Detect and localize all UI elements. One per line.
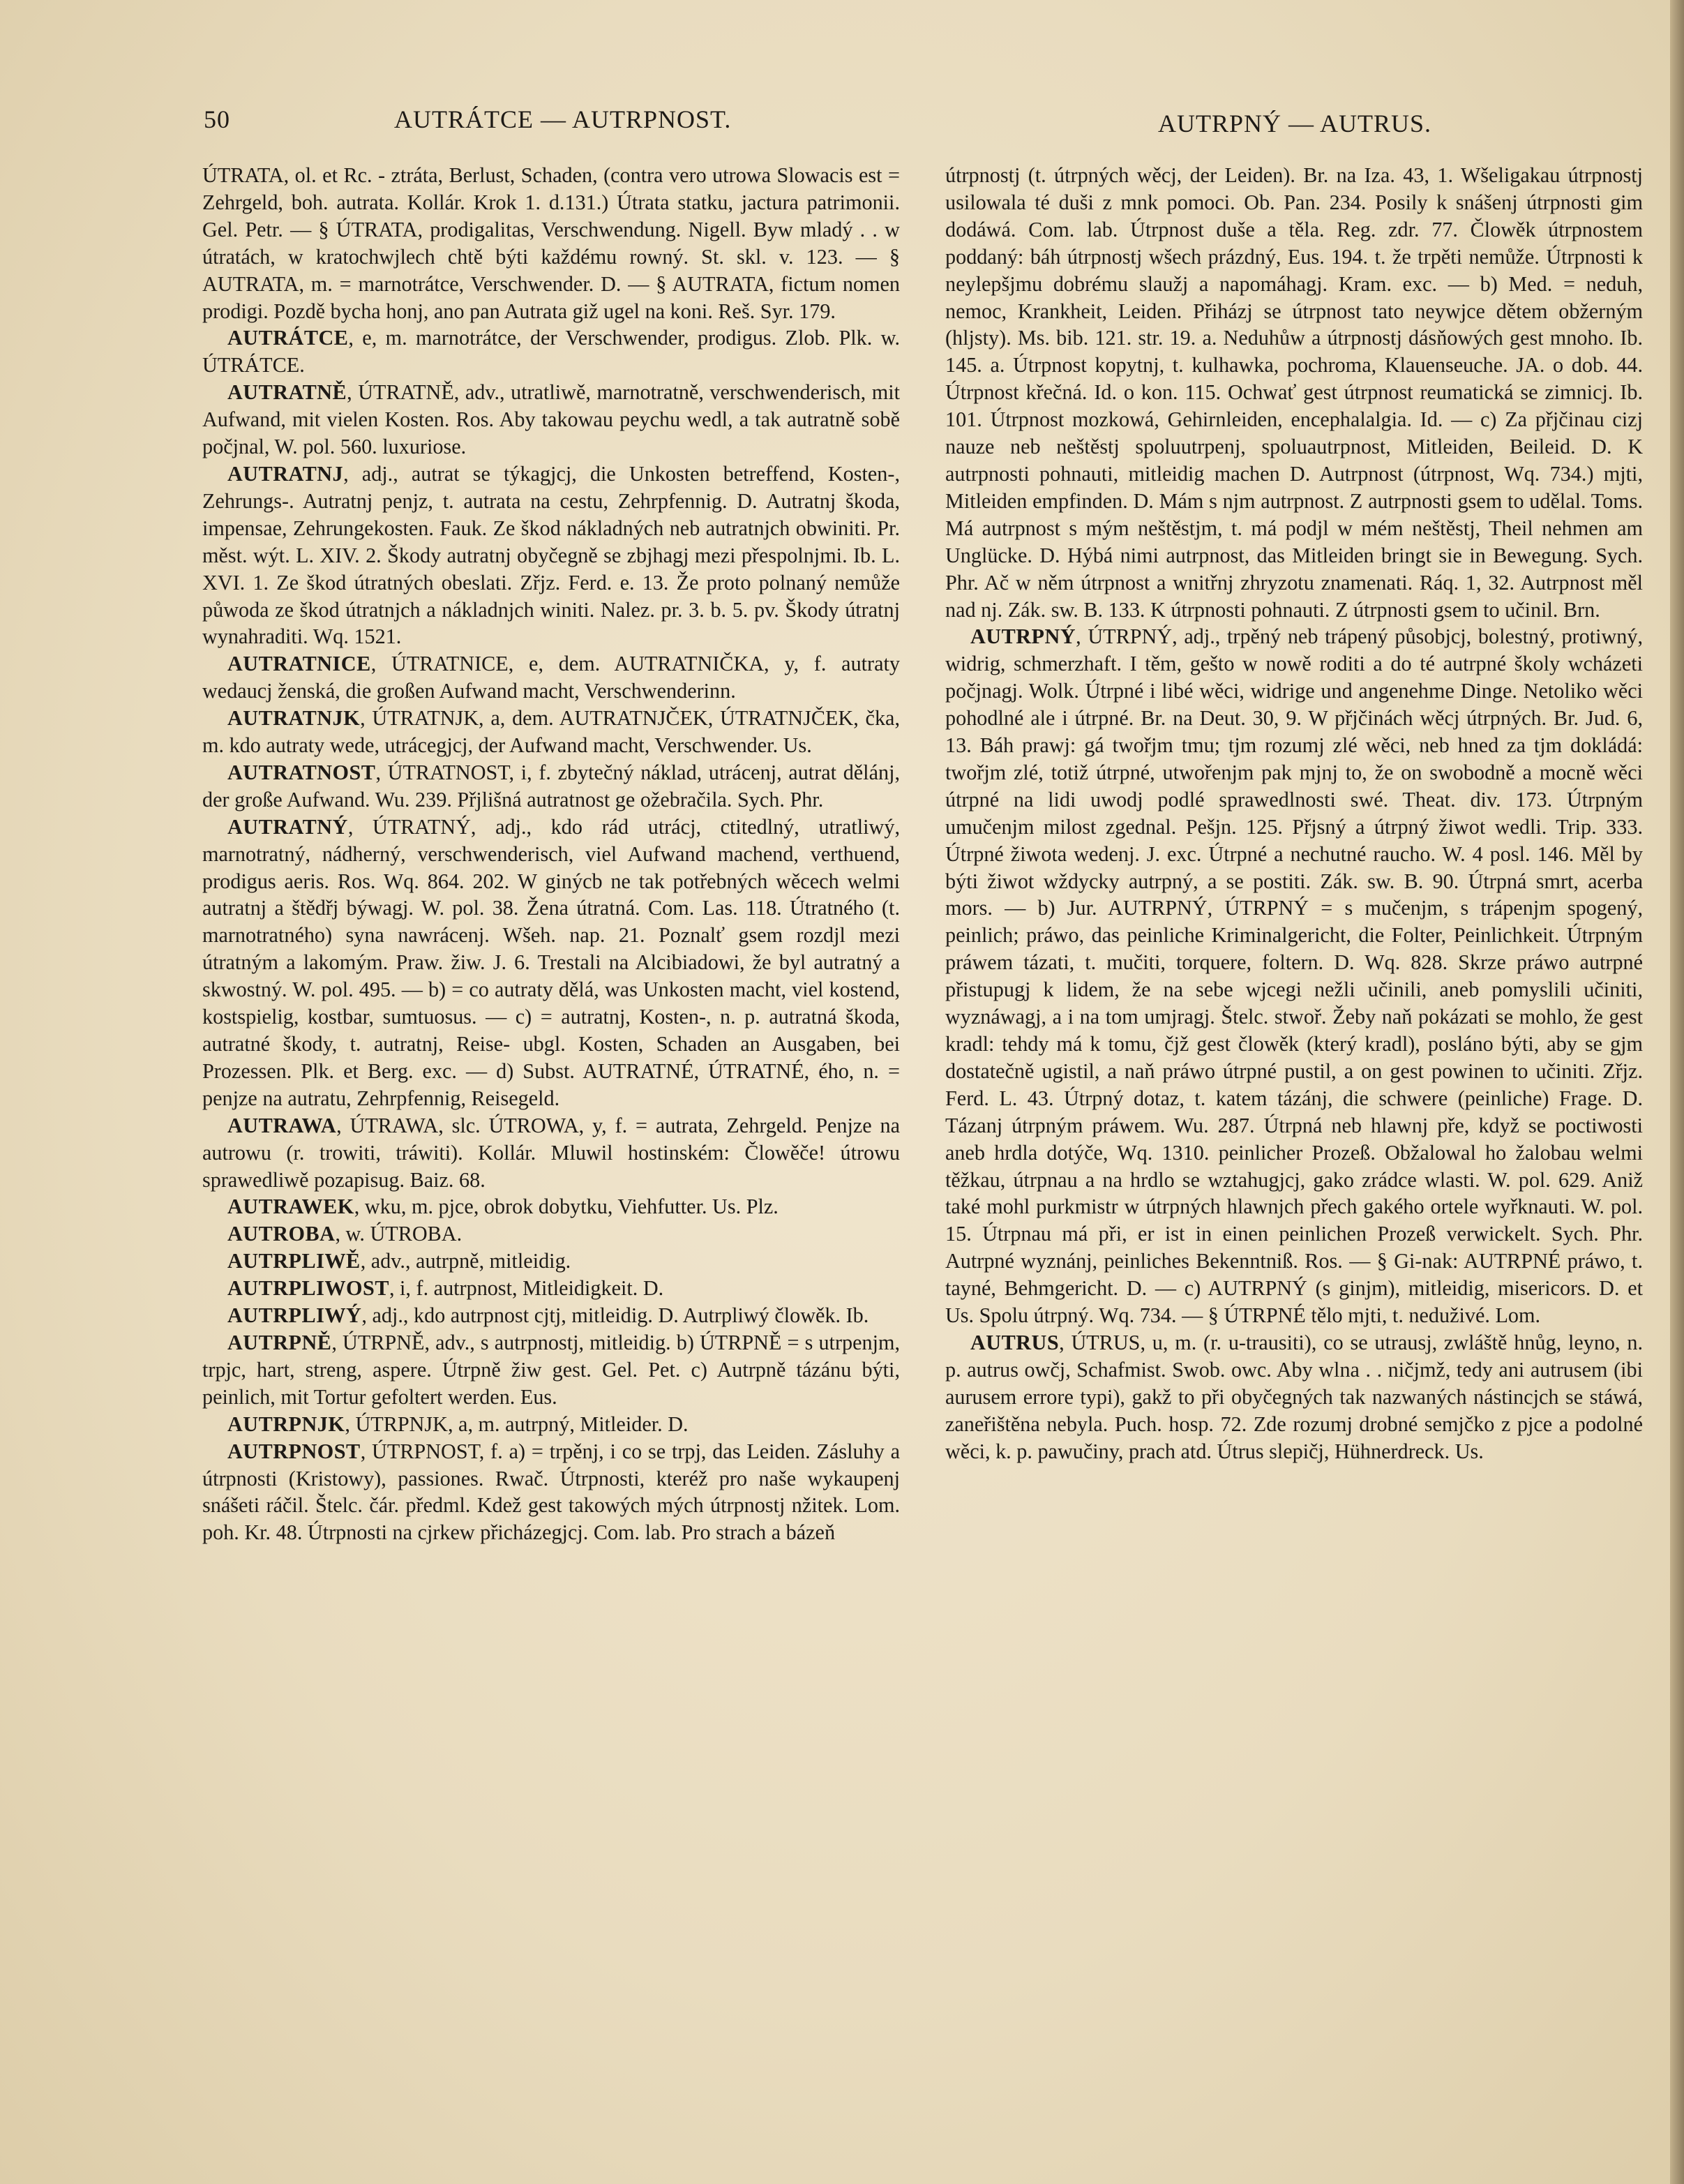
entry-headword: AUTRPNÝ (970, 624, 1076, 649)
left-column (202, 162, 900, 1546)
page-number: 50 (204, 105, 230, 133)
dictionary-entry (202, 1248, 900, 1275)
page-edge (1670, 0, 1684, 2184)
dictionary-entry (202, 650, 900, 705)
entry-text: , ÚTRPNÝ, adj., trpěný neb trápený působjcj, bolestný, protiwný, widrig, schmerzhaft. I těm, gešto w nowě roditi a do té autrpné školy wcházeti počjnagj. Wolk. Útrpné i libé wěci, widrige und angenehme Dinge. Netoliko wěci pohodlné ale i útrpné. Br. na Deut. 30, 9. W přjčinách wěcj útrpných. Br. Jud. 6, 13. Báh prawj: gá twořjm tmu; tjm rozumj zlé wěci, neb hned za tjm dokládá: twořjm zlé, totiž útrpné, utwořenjm pak mjnj to, že on swobodně a mocně wěci útrpné na lidi uwodj podlé sprawedlnosti swé. Theat. div. 173. Útrpným umučenjm milost zgednal. Pešjn. 125. Přjsný a útrpný žiwot wedli. Trip. 333. Útrpné žiwota wedenj. J. exc. Útrpné a nechutné raucho. W. 4 posl. 146. Měl by býti žiwot wždycky autrpný, a se postiti. Zák. sw. B. 90. Útrpná smrt, acerba mors. — b) Jur. AUTRPNÝ, ÚTRPNÝ = s mučenjm, s trápenjm spogený, peinlich; práwo, das peinliche Kriminalgericht, die Folter, Peinlichkeit. Útrpným práwem tázati, t. mučiti, torquere, foltern. D. Wq. 828. Skrze práwo autrpné přistupugj k lidem, že na sebe wjcegi nežli učinili, aneb pomyslili učiniti, wyznáwagj, a i na tom umjragj. Štelc. stwoř. Žeby naň pokázati se mohlo, že gest kradl: tehdy má k tomu, čjž gest člowěk (který kradl), posláno býti, aby se gjm dostatečně ugistil, a naň práwo útrpné pustil, a on gest powinen to učiniti. Zřjz. Ferd. L. 43. Útrpný dotaz, t. katem tázánj, die schwere (peinliche) Frage. D. Tázanj útrpným práwem. Wu. 287. Útrpná neb hlawnj pře, když se poctiwosti aneb hrdla dotýče, Wq. 1310. peinlicher Prozeß. Obžalowal ho žalobau welmi těžkau, útrpnau a na hrdlo se wztahugjcj, gako zrádce wlasti. W. pol. 629. Aniž také mohl purkmistr w útrpných hlawnjch přech gakého ortele wyřknauti. W. pol. 15. Útrpnau má při, er ist in einen peinlichen Prozeß verwickelt. Sych. Phr. Autrpné wyznánj, peinliches Bekenntniß. Ros. — § Gi-nak: AUTRPNÉ práwo, t. tayné, Behmgericht. D. — c) AUTRPNÝ (s ginjm), mitleidig, misericors. D. et Us. Spolu útrpný. Wq. 734. — § ÚTRPNÉ tělo mjti, t. neduživé. Lom. (945, 624, 1643, 1328)
dictionary-entry (202, 1193, 900, 1220)
entry-headword: AUTRUS (970, 1330, 1060, 1354)
entry-headword: AUTRATNICE (227, 652, 371, 676)
entry-text: , i, f. autrpnost, Mitleidigkeit. D. (389, 1276, 664, 1301)
entry-text: , e, m. marnotrátce, der Verschwender, prodigus. Zlob. Plk. w. ÚTRÁTCE. (202, 326, 900, 377)
dictionary-entry (202, 162, 900, 324)
right-column (945, 162, 1643, 1465)
dictionary-entry (202, 461, 900, 650)
left-running-head: AUTRÁTCE — AUTRPNOST. (394, 105, 732, 133)
entry-text: , ÚTRATNÝ, adj., kdo rád utrácj, ctitedlný, utratliwý, marnotratný, nádherný, verschwenderisch, viel Aufwand machend, verthuend, prodigus aeris. Ros. Wq. 864. 202. W ginýcb ne tak potřebných wěcech welmi autratnj a štědřj býwagj. W. pol. 38. Žena útratná. Com. Las. 118. Útratného (t. marnotratného) syna nawrácenj. Wšeh. nap. 21. Poznalť gsem rozdjl mezi útratným a lakomým. Praw. žiw. J. 6. Trestali na Alcibiadowi, že byl autratný a skwostný. W. pol. 495. — b) = co autraty dělá, was Unkosten macht, viel kostend, kostspielig, kostbar, sumtuosus. — c) = autratnj, Kosten-, n. p. autratná škoda, autratné škody, t. autratnj, Reise- ubgl. Kosten, Schaden an Ausgaben, bei Prozessen. Plk. et Berg. exc. — d) Subst. AUTRATNÉ, ÚTRATNÉ, ého, n. = penjze na autratu, Zehrpfennig, Reisegeld. (202, 814, 900, 1110)
entry-headword: AUTRPNJK (227, 1412, 345, 1436)
entry-headword: AUTRAWA (227, 1113, 337, 1137)
dictionary-entry (202, 1220, 900, 1248)
dictionary-entry (202, 814, 900, 1112)
dictionary-entry (945, 1329, 1643, 1465)
dictionary-entry (202, 1411, 900, 1438)
running-header (0, 105, 1684, 140)
entry-text: , ÚTRUS, u, m. (r. u-trausiti), co se utrausj, zwláště hnůg, leyno, n. p. autrus owčj, Schafmist. Swob. owc. Aby wlna . . ničjmž, tedy ani autrusem (ibi aurusem errore typi), gakž to při obyčegných tak nazwaných nástincjch se stáwá, zaneřištěna nebyla. Puch. hosp. 72. Zde rozumj drobné semjčko z pjce a podolné wěci, k. p. pawučiny, prach atd. Útrus slepičj, Hühnerdreck. Us. (945, 1330, 1643, 1463)
dictionary-entry (202, 759, 900, 814)
entry-text: , w. ÚTROBA. (335, 1222, 463, 1246)
dictionary-entry (202, 1302, 900, 1329)
entry-text: , adj., kdo autrpnost cjtj, mitleidig. D. Autrpliwý člowěk. Ib. (361, 1303, 869, 1328)
entry-headword: AUTRPLIWĚ (227, 1249, 361, 1273)
entry-headword: AUTRPNĚ (227, 1330, 332, 1354)
entry-text: , adj., autrat se týkagjcj, die Unkosten betreffend, Kosten-, Zehrungs-. Autratnj penjz, t. autrata na cestu, Zehrpfennig. D. Autratnj škoda, impensae, Zehrungekosten. Fauk. Ze škod nákladných neb autratnjch obwiniti. Pr. měst. wýt. L. XIV. 2. Škody autratnj obyčegně se zbjhagj mezi přespolnjmi. Ib. L. XVI. 1. Ze škod útratných obeslati. Zřjz. Ferd. e. 13. Že proto polnaný nemůže půwoda ze škod útratnjch a nákladnjch winiti. Nalez. pr. 3. b. 5. pv. Škody útratnj wynahraditi. Wq. 1521. (202, 461, 900, 649)
entry-text: , adv., autrpně, mitleidig. (360, 1249, 571, 1273)
entry-text: , ÚTRPNĚ, adv., s autrpnostj, mitleidig. b) ÚTRPNĚ = s utrpenjm, trpjc, hart, streng, aspere. Útrpně žiw gest. Gel. Pet. c) Autrpně tázánu býti, peinlich, mit Tortur gefoltert werden. Eus. (202, 1330, 900, 1409)
dictionary-entry (202, 705, 900, 759)
entry-text: , wku, m. pjce, obrok dobytku, Viehfutter. Us. Plz. (354, 1195, 779, 1219)
entry-headword: AUTRATNJK (227, 706, 361, 731)
entry-headword: AUTRAWEK (227, 1195, 354, 1219)
entry-text: , ÚTRATNOST, i, f. zbytečný náklad, utrácenj, autrat dělánj, der große Aufwand. Wu. 239. Přjlišná autratnost ge ožebračila. Sych. Phr. (202, 760, 900, 811)
dictionary-entry (945, 162, 1643, 623)
entry-text: ÚTRATA, ol. et Rc. - ztráta, Berlust, Schaden, (contra vero utrowa Slowacis est = Zehrgeld, boh. autrata. Kollár. Krok 1. d.131.) Útrata statku, jactura patrimonii. Gel. Petr. — § ÚTRATA, prodigalitas, Verschwendung. Nigell. Byw mladý . . w útratách, w kratochwjlech chtě býti každému rowný. St. skl. v. 123. — § AUTRATA, m. = marnotrátce, Verschwender. D. — § AUTRATA, fictum nomen prodigi. Pozdě bycha honj, ano pan Autrata giž ugel na koni. Reš. Syr. 179. (202, 163, 900, 323)
right-running-head: AUTRPNÝ — AUTRUS. (1158, 110, 1432, 137)
entry-text: , ÚTRATNICE, e, dem. AUTRATNIČKA, y, f. autraty wedaucj ženská, die großen Aufwand macht, Verschwenderinn. (202, 652, 900, 703)
entry-headword: AUTRATNOST (227, 760, 376, 784)
dictionary-entry (945, 623, 1643, 1329)
entry-text: , ÚTRATNĚ, adv., utratliwě, marnotratně, verschwenderisch, mit Aufwand, mit vielen Kosten. Ros. Aby takowau peychu wedl, a tak autratně sobě počjnal, W. pol. 560. luxuriose. (202, 380, 900, 459)
dictionary-entry (202, 324, 900, 379)
entry-headword: AUTRÁTCE (227, 326, 349, 350)
entry-text: útrpnostj (t. útrpných wěcj, der Leiden). Br. na Iza. 43, 1. Wšeligakau útrpnostj usilowala té duši z mnk pomoci. Ob. Pan. 234. Posily k snášenj útrpnosti gim dodáwá. Com. lab. Útrpnost duše a těla. Reg. zdr. 77. Člowěk útrpnostem poddaný: báh útrpnostj wšech prázdný, Eus. 194. t. že trpěti nemůže. Útrpnosti k neylepšjmu dobrému slaužj a napomáhagj. Kram. exc. — b) Med. = neduh, nemoc, Krankheit, Leiden. Přiházj se útrpnost tato neywjce dětem obžerným (hljsty). Ms. bib. 121. str. 19. a. Neduhůw a útrpnostj dásňowých gest mnoho. Ib. 145. a. Útrpnost kopytnj, t. kulhawka, pochroma, Klauenseuche. JA. o dob. 44. Útrpnost křečná. Id. o kon. 115. Ochwať gest útrpnost reumatická se zimnicj. Ib. 101. Útrpnost mozkowá, Gehirnleiden, encephalalgia. Id. — c) Za přjčinau cizj nauze neb neštěstj spoluutrpenj, spoluautrpnost, Mitleiden, Beileid. D. K autrpnosti pohnauti, mitleidig machen D. Autrpnost (útrpnost, Wq. 734.) mjti, Mitleiden empfinden. D. Mám s njm autrpnost. Z autrpnosti gsem to udělal. Toms. Má autrpnost s mým neštěstjm, t. má podjl w mém neštěstj, Theil nehmen am Unglücke. D. Hýbá nimi autrpnost, das Mitleiden bringt sie in Bewegung. Sych. Phr. Ač w něm útrpnost a wnitřnj zhryzotu znamenati. Ráq. 1, 32. Autrpnost měl nad nj. Zák. sw. B. 133. K útrpnosti pohnauti. Z útrpnosti gsem to učinil. Brn. (945, 163, 1643, 622)
entry-headword: AUTRATNÝ (227, 814, 348, 839)
entry-headword: AUTRPLIWÝ (227, 1303, 362, 1328)
entry-text: , ÚTRATNJK, a, dem. AUTRATNJČEK, ÚTRATNJČEK, čka, m. kdo autraty wede, utrácegjcj, der Aufwand macht, Verschwender. Us. (202, 706, 900, 758)
dictionary-entry (202, 1438, 900, 1547)
entry-headword: AUTRPNOST (227, 1439, 361, 1463)
entry-text: , ÚTRPNOST, f. a) = trpěnj, i co se trpj, das Leiden. Zásluhy a útrpnosti (Kristowy), passiones. Rwač. Útrpnosti, kteréž pro naše wykaupenj snášeti ráčil. Štelc. čár. předml. Kdež gest takowých mých útrpnostj nžitek. Lom. poh. Kr. 48. Útrpnosti na cjrkew přicházegjcj. Com. lab. Pro strach a bázeň (202, 1439, 900, 1545)
entry-headword: AUTRATNJ (227, 461, 344, 486)
dictionary-entry (202, 379, 900, 461)
entry-text: , ÚTRAWA, slc. ÚTROWA, y, f. = autrata, Zehrgeld. Penjze na autrowu (r. trowiti, tráwiti). Kollár. Mluwil hostinském: Člowěče! útrowu sprawedliwě pozapisug. Baiz. 68. (202, 1113, 900, 1192)
dictionary-entry (202, 1275, 900, 1302)
entry-text: , ÚTRPNJK, a, m. autrpný, Mitleider. D. (345, 1412, 689, 1436)
dictionary-entry (202, 1112, 900, 1194)
entry-headword: AUTRPLIWOST (227, 1276, 389, 1301)
entry-headword: AUTROBA (227, 1222, 336, 1246)
dictionary-entry (202, 1329, 900, 1411)
entry-headword: AUTRATNĚ (227, 380, 347, 405)
